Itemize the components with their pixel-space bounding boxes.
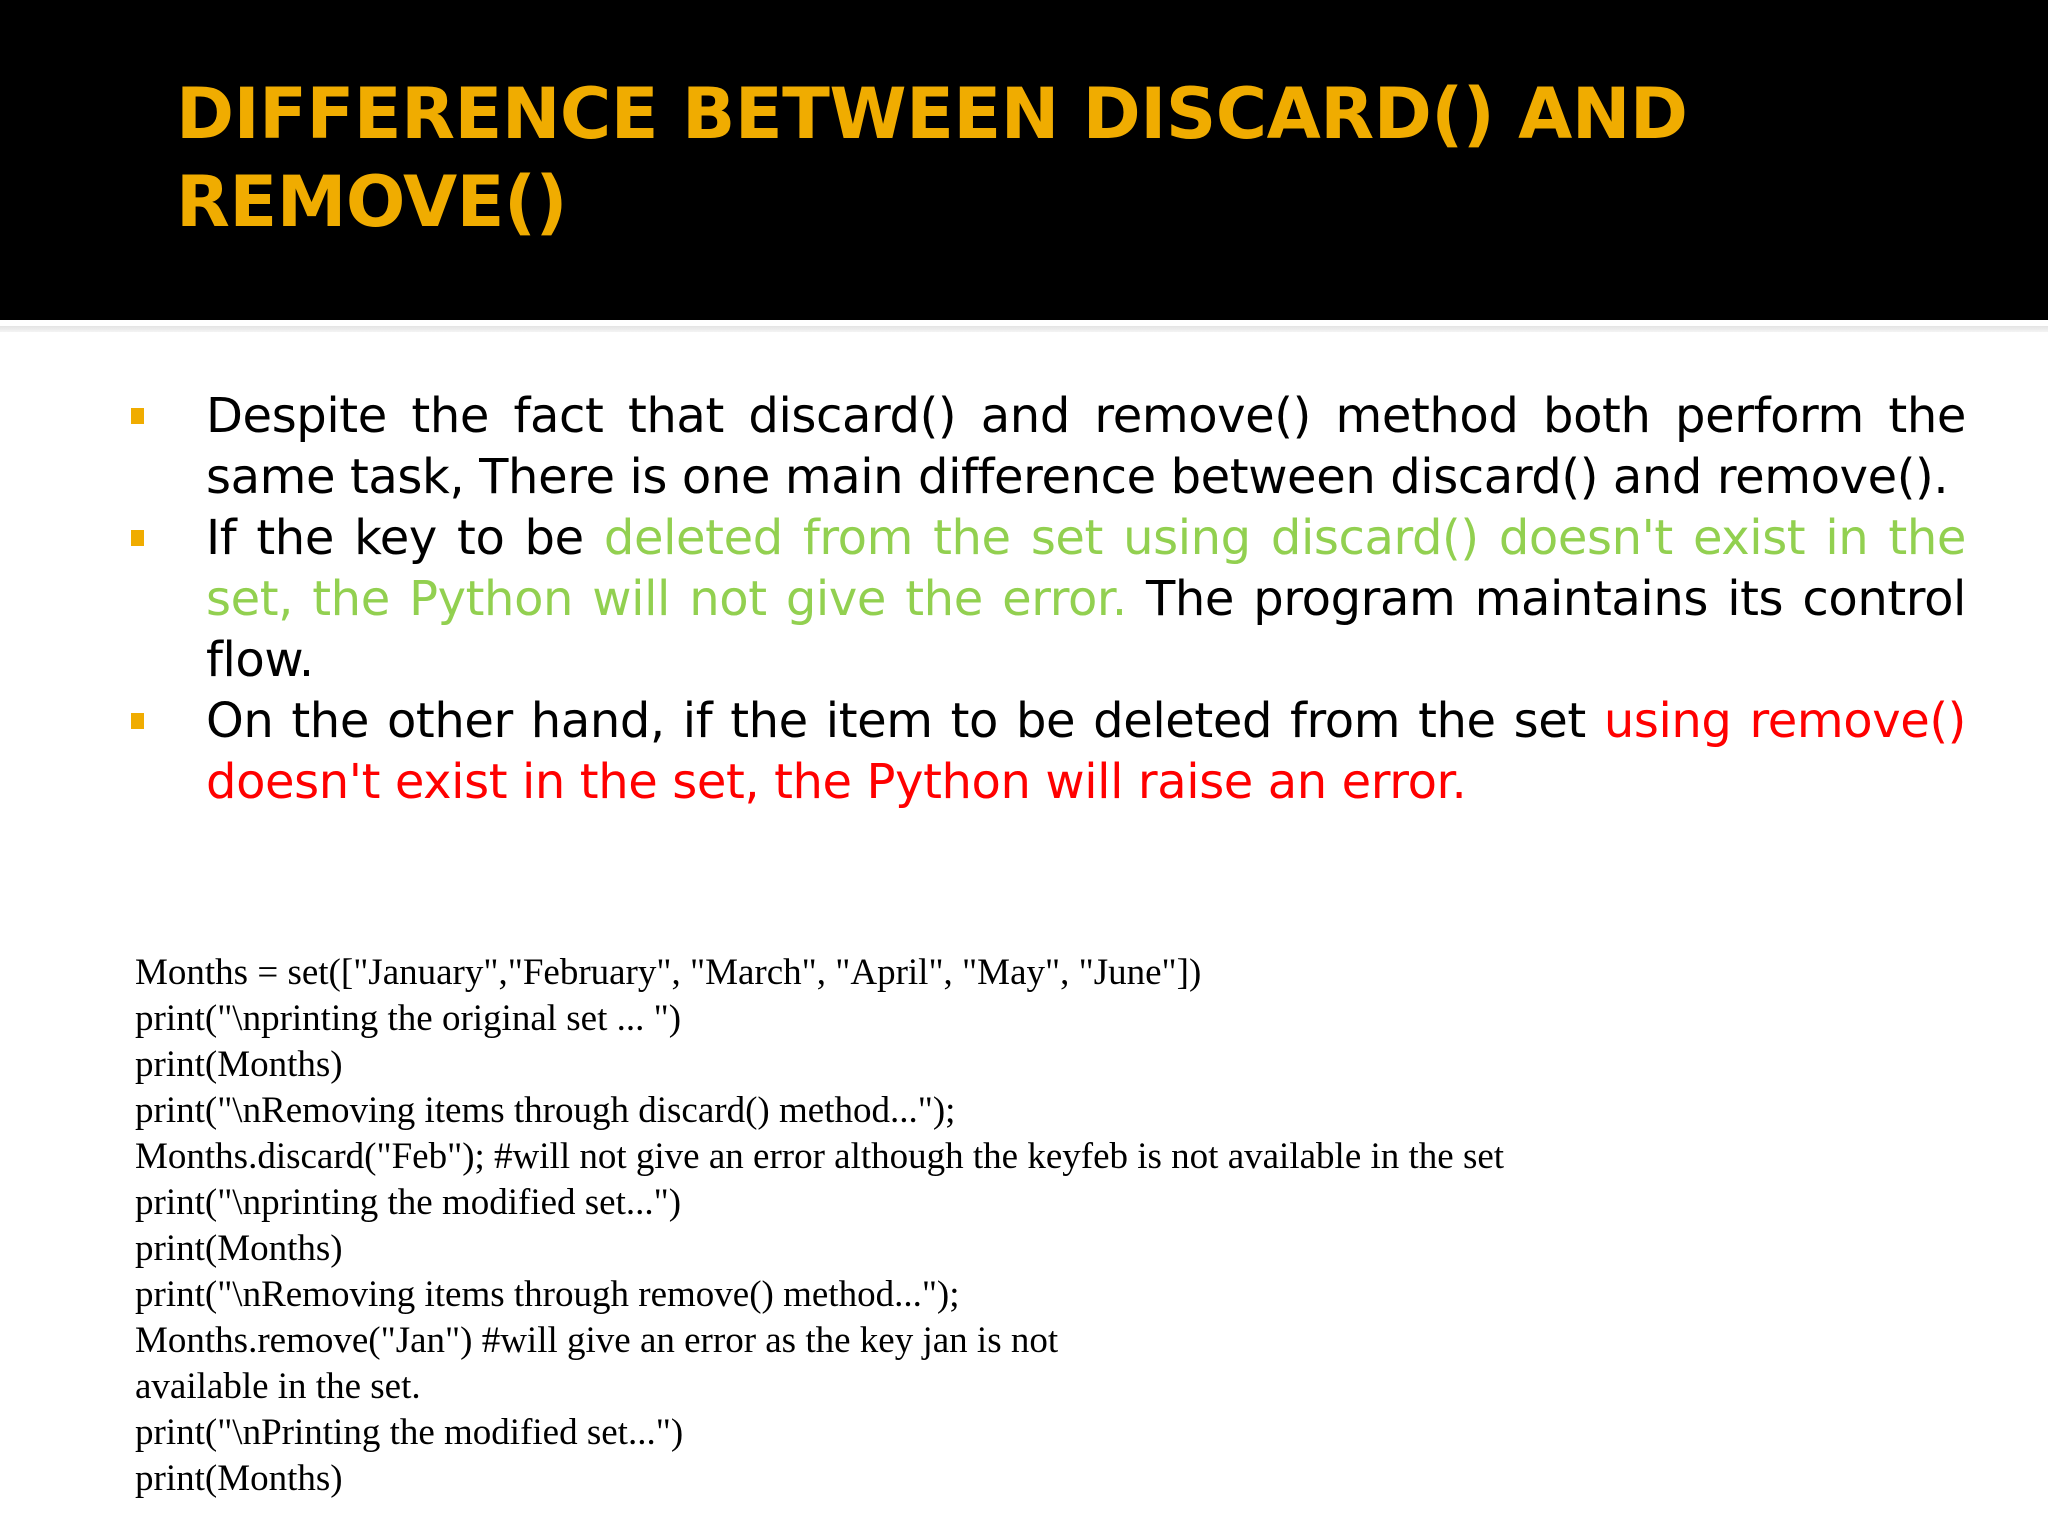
bullet-item	[206, 508, 1966, 691]
code-line: print("\nRemoving items through discard() method...");	[135, 1090, 956, 1131]
code-line: Months.remove("Jan") #will give an error as the key jan is not	[135, 1320, 1059, 1361]
square-bullet-icon	[131, 408, 144, 424]
code-line: print("\nprinting the original set ... ")	[135, 998, 682, 1039]
header-divider	[0, 326, 2048, 332]
code-line: print(Months)	[135, 1228, 343, 1269]
code-line: print(Months)	[135, 1458, 343, 1499]
bullet-text: If the key to be	[206, 510, 604, 566]
bullet-text: The program maintains its control flow.	[206, 571, 1966, 688]
title-line-1: DIFFERENCE BETWEEN DISCARD() AND	[176, 73, 1688, 155]
code-line: Months.discard("Feb"); #will not give an error although the keyfeb is not available in the set	[135, 1136, 1505, 1177]
bullet-text: On the other hand, if the item to be deleted from the set	[206, 693, 1604, 749]
code-line: available in the set.	[135, 1366, 421, 1407]
bullet-list	[206, 386, 1966, 813]
bullet-item	[206, 691, 1966, 813]
code-line: print("\nRemoving items through remove() method...");	[135, 1274, 960, 1315]
code-line: print("\nprinting the modified set...")	[135, 1182, 682, 1223]
square-bullet-icon	[131, 713, 144, 729]
bullet-item	[206, 386, 1966, 508]
code-line: Months = set(["January","February", "March", "April", "May", "June"])	[135, 952, 1202, 993]
code-line: print("\nPrinting the modified set...")	[135, 1412, 684, 1453]
code-line: print(Months)	[135, 1044, 343, 1085]
bullet-text: Despite the fact that discard() and remove() method both perform the same task, There is one main difference between discard() and remove().	[206, 388, 1966, 505]
slide-title	[176, 70, 1876, 246]
bullet-text-highlight-green: deleted from the set using discard() doesn't exist in the set, the Python will not give the error.	[206, 510, 1967, 627]
square-bullet-icon	[131, 530, 144, 546]
code-block	[135, 950, 1935, 1502]
title-line-2: REMOVE()	[176, 161, 567, 243]
bullet-text-highlight-red: using remove() doesn't exist in the set, the Python will raise an error.	[206, 693, 1966, 810]
